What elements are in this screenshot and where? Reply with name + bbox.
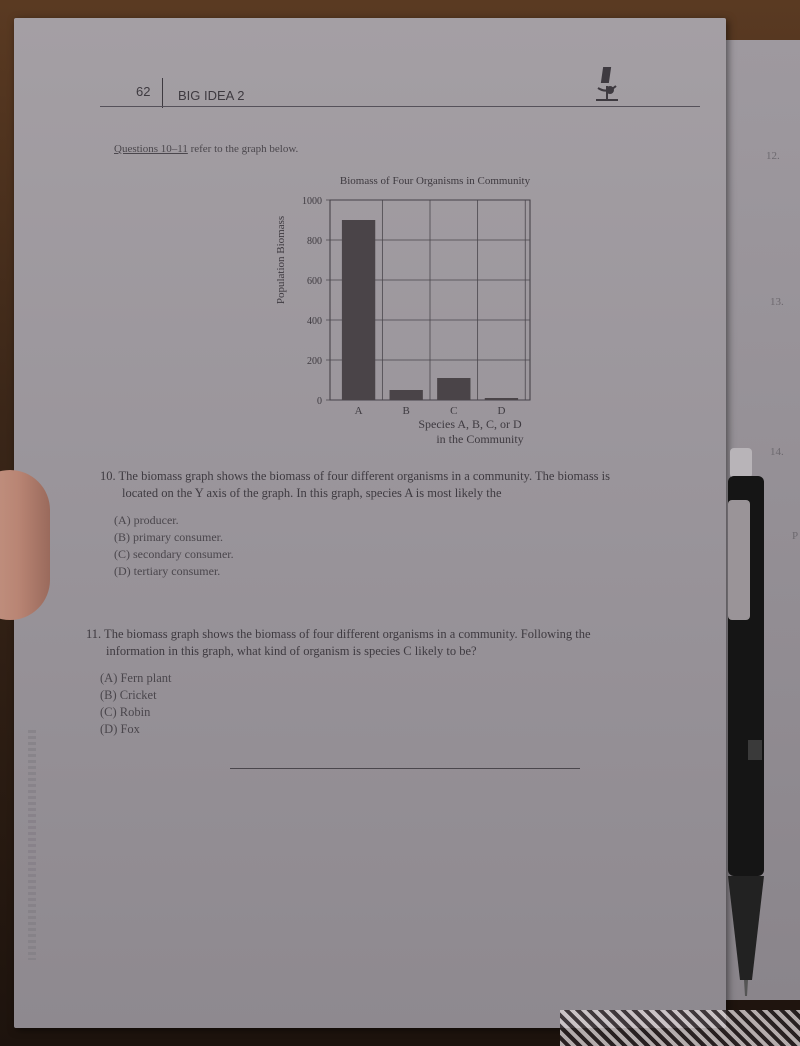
answer-divider-line xyxy=(230,768,580,769)
chart-y-tick-label: 400 xyxy=(307,316,322,327)
q11-option-c[interactable]: (C) Robin xyxy=(100,705,151,719)
q11-option-a[interactable]: (A) Fern plant xyxy=(100,671,172,685)
mechanical-pencil xyxy=(722,440,772,1000)
fabric-edge xyxy=(560,1010,800,1046)
header-rule xyxy=(100,106,700,107)
chart-bar-d xyxy=(485,398,518,400)
intro-text xyxy=(114,143,298,155)
q11-text-line1: 11. The biomass graph shows the biomass of four different organisms in a community. Following the xyxy=(86,627,591,641)
right-page-p: P xyxy=(792,530,799,542)
chart-bar-c xyxy=(437,378,470,400)
q11-option-d[interactable]: (D) Fox xyxy=(100,722,140,736)
q10-option-d[interactable]: (D) tertiary consumer. xyxy=(114,564,221,578)
q11-options xyxy=(86,670,591,738)
chart-y-ticks xyxy=(302,196,322,407)
intro-underlined: Questions 10–11 xyxy=(114,143,188,155)
chart-x-tick-label: B xyxy=(402,405,410,417)
right-page-q12: 12. xyxy=(766,150,780,162)
question-10 xyxy=(100,468,610,580)
chart-y-tick-label: 1000 xyxy=(302,196,322,207)
chart-bar-a xyxy=(342,220,375,400)
section-title: BIG IDEA 2 xyxy=(178,88,245,103)
page-header xyxy=(100,78,700,108)
q10-options xyxy=(100,512,610,580)
chart-xlabel: Species A, B, C, or D xyxy=(418,417,522,431)
biomass-chart xyxy=(260,160,570,460)
biomass-chart-svg xyxy=(260,160,570,460)
chart-y-tick-label: 800 xyxy=(307,236,322,247)
chart-xlabel-line2: in the Community xyxy=(436,432,524,446)
q11-text-line2: information in this graph, what kind of organism is species C likely to be? xyxy=(106,644,477,658)
chart-y-tick-label: 200 xyxy=(307,356,322,367)
chart-x-ticks xyxy=(355,405,506,417)
right-page-q13: 13. xyxy=(770,296,784,308)
finger xyxy=(0,470,50,620)
chart-x-tick-label: A xyxy=(354,405,363,417)
q10-option-c[interactable]: (C) secondary consumer. xyxy=(114,547,234,561)
q10-text-line1: 10. The biomass graph shows the biomass of four different organisms in a community. The biomass is xyxy=(100,469,611,483)
q10-option-a[interactable]: (A) producer. xyxy=(114,513,179,527)
page-number: 62 xyxy=(136,84,151,99)
chart-x-tick-label: D xyxy=(497,405,506,417)
chart-bar-b xyxy=(390,390,423,400)
q11-option-b[interactable]: (B) Cricket xyxy=(100,688,157,702)
chart-x-tick-label: C xyxy=(450,405,458,417)
side-credit-text xyxy=(28,730,36,960)
chart-y-tick-label: 600 xyxy=(307,276,322,287)
chart-y-tick-label: 0 xyxy=(317,396,322,407)
chart-title: Biomass of Four Organisms in Community xyxy=(339,175,531,187)
q10-option-b[interactable]: (B) primary consumer. xyxy=(114,530,223,544)
intro-rest: refer to the graph below. xyxy=(187,143,299,155)
question-11 xyxy=(86,626,591,738)
microscope-icon xyxy=(590,64,624,104)
header-divider xyxy=(162,78,163,108)
chart-ylabel: Population Biomass xyxy=(275,215,287,305)
q10-text-line2: located on the Y axis of the graph. In this graph, species A is most likely the xyxy=(122,486,502,500)
right-page-q14: 14. xyxy=(770,446,784,458)
